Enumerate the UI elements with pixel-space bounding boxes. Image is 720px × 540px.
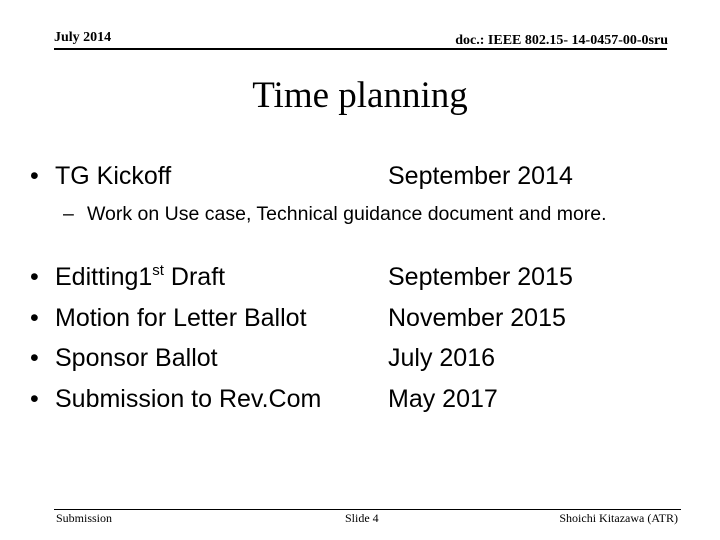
item-label: Sponsor Ballot [55, 344, 218, 372]
sub-item [63, 201, 673, 228]
item-label [55, 263, 225, 292]
dash-icon: – [63, 203, 74, 225]
header-divider [54, 48, 667, 50]
header-date: July 2014 [54, 30, 112, 45]
item-date: September 2015 [388, 263, 573, 291]
item-label: Motion for Letter Ballot [55, 304, 307, 332]
footer-slide-number: Slide 4 [345, 511, 379, 525]
bullet-icon: • [30, 263, 39, 291]
bullet-icon: • [30, 344, 39, 372]
item-date: September 2014 [388, 162, 573, 190]
item-label-suffix: Draft [163, 263, 226, 291]
list-item-revcom-submission [0, 385, 720, 421]
item-date: July 2016 [388, 344, 496, 372]
item-label-superscript: st [152, 262, 164, 279]
list-item-sponsor-ballot [0, 344, 720, 380]
item-label: TG Kickoff [55, 162, 172, 190]
list-item-tg-kickoff [0, 162, 720, 198]
item-date: November 2015 [388, 304, 566, 332]
list-item-letter-ballot [0, 304, 720, 340]
bullet-icon: • [30, 385, 39, 413]
list-item-first-draft [0, 263, 720, 299]
item-label-prefix: Editting1 [55, 263, 153, 291]
footer-author: Shoichi Kitazawa (ATR) [559, 511, 678, 525]
sub-item-text: Work on Use case, Technical guidance document and more. [87, 203, 607, 225]
bullet-icon: • [30, 304, 39, 332]
item-label: Submission to Rev.Com [55, 385, 322, 413]
header-doc-id: doc.: IEEE 802.15- 14-0457-00-0sru [455, 33, 668, 48]
footer-submission: Submission [56, 511, 113, 525]
bullet-icon: • [30, 162, 39, 190]
item-date: May 2017 [388, 385, 498, 413]
slide-title: Time planning [252, 75, 468, 116]
footer-divider [54, 509, 681, 510]
